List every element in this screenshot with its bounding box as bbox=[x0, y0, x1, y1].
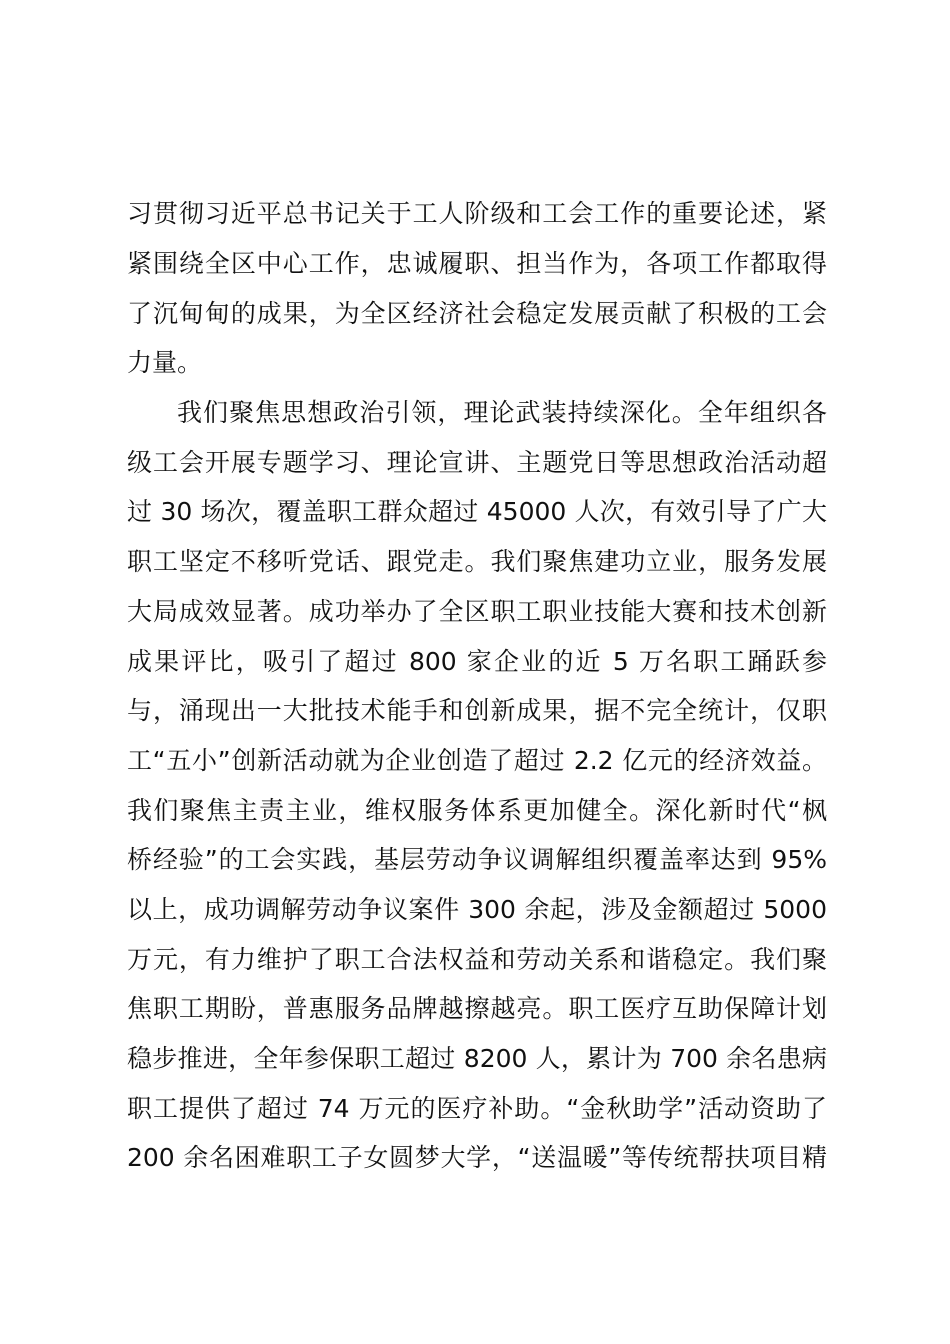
text-line: 焦职工期盼，普惠服务品牌越擦越亮。职工医疗互助保障计划 bbox=[127, 994, 827, 1023]
text-line: 职工坚定不移听党话、跟党走。我们聚焦建功立业，服务发展 bbox=[127, 547, 827, 576]
text-line: 大局成效显著。成功举办了全区职工职业技能大赛和技术创新 bbox=[127, 597, 827, 626]
text-line: 稳步推进，全年参保职工超过 8200 人，累计为 700 余名患病 bbox=[127, 1044, 827, 1073]
text-line: 我们聚焦主责主业，维权服务体系更加健全。深化新时代“枫 bbox=[127, 796, 827, 825]
text-line: 习贯彻习近平总书记关于工人阶级和工会工作的重要论述，紧 bbox=[127, 199, 827, 228]
text-line: 万元，有力维护了职工合法权益和劳动关系和谐稳定。我们聚 bbox=[127, 945, 827, 974]
text-line: 桥经验”的工会实践，基层劳动争议调解组织覆盖率达到 95% bbox=[127, 845, 827, 874]
text-line: 过 30 场次，覆盖职工群众超过 45000 人次，有效引导了广大 bbox=[127, 497, 827, 526]
text-line: 与，涌现出一大批技术能手和创新成果，据不完全统计，仅职 bbox=[127, 696, 827, 725]
text-line: 职工提供了超过 74 万元的医疗补助。“金秋助学”活动资助了 bbox=[127, 1094, 827, 1123]
text-line: 力量。 bbox=[127, 348, 203, 377]
text-line: 200 余名困难职工子女圆梦大学，“送温暖”等传统帮扶项目精 bbox=[127, 1143, 827, 1172]
text-line: 工“五小”创新活动就为企业创造了超过 2.2 亿元的经济效益。 bbox=[127, 746, 827, 775]
text-line: 成果评比，吸引了超过 800 家企业的近 5 万名职工踊跃参 bbox=[127, 647, 827, 676]
text-line: 级工会开展专题学习、理论宣讲、主题党日等思想政治活动超 bbox=[127, 448, 827, 477]
text-line: 紧围绕全区中心工作，忠诚履职、担当作为，各项工作都取得 bbox=[127, 249, 827, 278]
text-line: 以上，成功调解劳动争议案件 300 余起，涉及金额超过 5000 bbox=[127, 895, 827, 924]
paragraph-first-line: 我们聚焦思想政治引领，理论武装持续深化。全年组织各 bbox=[177, 398, 827, 427]
text-line: 了沉甸甸的成果，为全区经济社会稳定发展贡献了积极的工会 bbox=[127, 299, 827, 328]
